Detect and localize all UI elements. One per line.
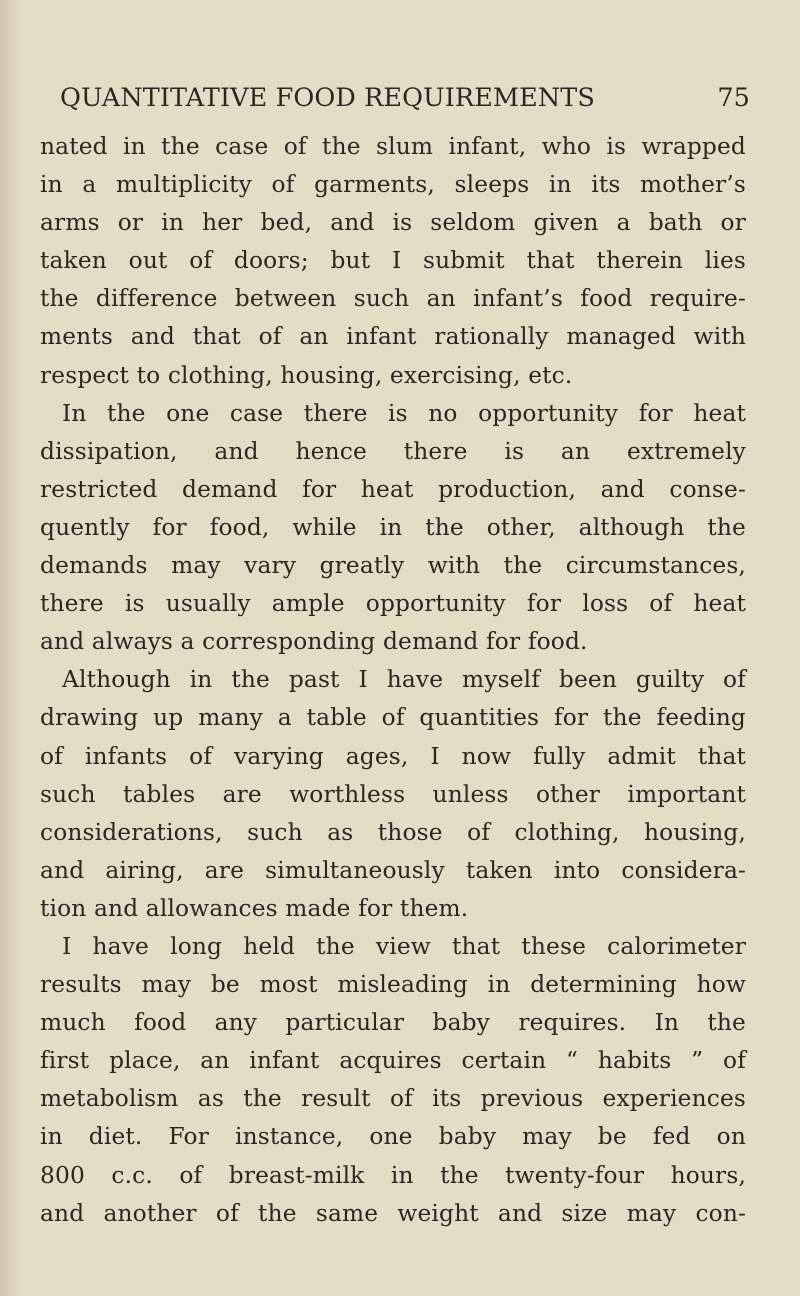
text-line: taken out of doors; but I submit that therein lies	[40, 247, 746, 275]
text-line: the difference between such an infant’s food require-	[40, 285, 746, 313]
text-line: in diet. For instance, one baby may be fed on	[40, 1123, 746, 1151]
text-line: much food any particular baby requires. In the	[40, 1009, 746, 1037]
page-gutter-shadow	[0, 0, 22, 1296]
text-line: ments and that of an infant rationally managed with	[40, 323, 746, 351]
text-line: considerations, such as those of clothing, housing,	[40, 818, 746, 846]
page-number: 75	[717, 83, 750, 113]
running-head-title: QUANTITATIVE FOOD REQUIREMENTS	[60, 83, 595, 113]
text-line: there is usually ample opportunity for loss of heat	[40, 590, 746, 618]
text-line: Although in the past I have myself been guilty of	[62, 666, 746, 694]
text-line: and airing, are simultaneously taken into considera-	[40, 856, 746, 884]
text-line: and always a corresponding demand for food.	[40, 628, 588, 656]
text-line: of infants of varying ages, I now fully admit that	[40, 742, 746, 770]
text-line: demands may vary greatly with the circumstances,	[40, 552, 746, 580]
text-line: and another of the same weight and size may con-	[40, 1199, 746, 1227]
text-line: restricted demand for heat production, and conse-	[40, 475, 746, 503]
text-line: respect to clothing, housing, exercising, etc.	[40, 361, 573, 389]
text-line: quently for food, while in the other, although the	[40, 513, 746, 541]
running-head	[60, 78, 750, 118]
text-line: metabolism as the result of its previous experiences	[40, 1085, 746, 1113]
text-line: drawing up many a table of quantities for the feeding	[40, 704, 746, 732]
text-line: first place, an infant acquires certain “ habits ” of	[40, 1047, 746, 1075]
body-text	[40, 128, 746, 1233]
text-line: in a multiplicity of garments, sleeps in its mother’s	[40, 171, 746, 199]
text-line: such tables are worthless unless other important	[40, 780, 746, 808]
text-line: I have long held the view that these calorimeter	[62, 932, 746, 960]
text-line: results may be most misleading in determining how	[40, 971, 746, 999]
text-line: tion and allowances made for them.	[40, 894, 469, 922]
text-line: 800 c.c. of breast-milk in the twenty-four hours,	[40, 1161, 746, 1189]
text-line: dissipation, and hence there is an extremely	[40, 437, 746, 465]
text-line: arms or in her bed, and is seldom given a bath or	[40, 209, 746, 237]
text-line: nated in the case of the slum infant, who is wrapped	[40, 133, 746, 160]
text-line: In the one case there is no opportunity for heat	[62, 399, 746, 427]
